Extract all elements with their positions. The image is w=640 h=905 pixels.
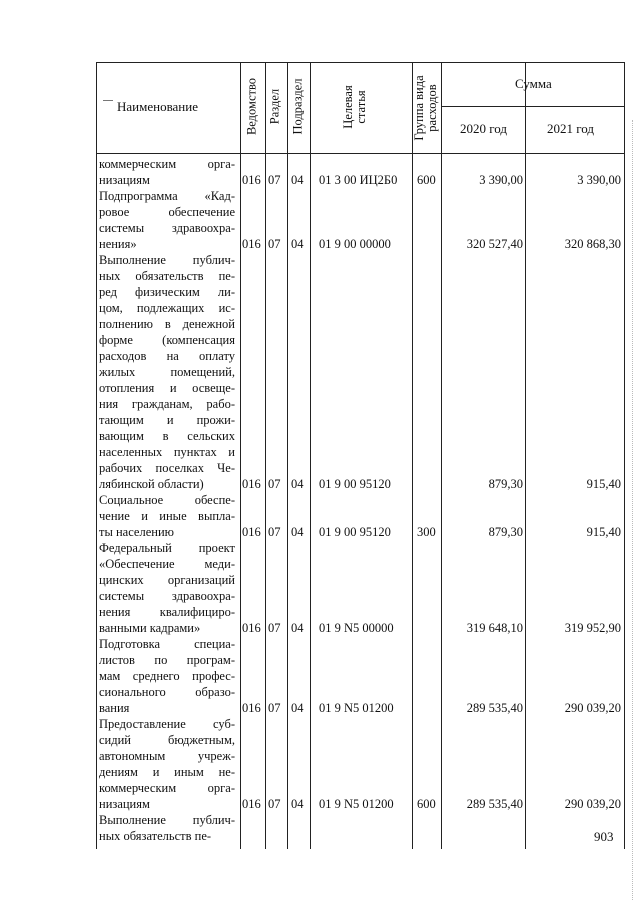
header-celevaya-line1: Целевая — [341, 85, 355, 129]
row-name-line: нения квалифициро- — [99, 605, 235, 619]
column-divider — [525, 63, 526, 849]
header-gruppa-line1: Группа вида — [412, 75, 426, 141]
column-divider — [240, 63, 241, 849]
row-name-line: населенных пунктах и — [99, 445, 235, 459]
sum-2021-cell: 290 039,20 — [564, 701, 621, 715]
header-gruppa-line2: расходов — [425, 84, 439, 132]
celevaya-statya-cell: 01 9 N5 00000 — [319, 621, 394, 635]
row-name-line: нения» — [99, 237, 137, 251]
column-divider — [310, 63, 311, 849]
row-name-line: ных обязательств пе- — [99, 829, 212, 843]
podrazdel-cell: 04 — [291, 477, 304, 491]
row-name-line: Социальное обеспе- — [99, 493, 235, 507]
row-name-line: отопления и освеще- — [99, 381, 235, 395]
row-name-line: ния гражданам, рабо- — [99, 397, 235, 411]
header-year-2021: 2021 год — [547, 121, 594, 136]
celevaya-statya-cell: 01 9 00 95120 — [319, 477, 391, 491]
row-name-line: сионального образо- — [99, 685, 235, 699]
row-name-line: рабочих поселках Че- — [99, 461, 235, 475]
row-name-line: цом, подлежащих ис- — [99, 301, 235, 315]
column-divider — [287, 63, 288, 849]
row-name-line: низациям — [99, 797, 150, 811]
celevaya-statya-cell: 01 3 00 ИЦ2Б0 — [319, 173, 398, 187]
row-name-line: Предоставление суб- — [99, 717, 235, 731]
sum-2020-cell: 320 527,40 — [466, 237, 523, 251]
row-name-line: чение и иные выпла- — [99, 509, 235, 523]
scan-edge — [632, 120, 636, 900]
celevaya-statya-cell: 01 9 N5 01200 — [319, 797, 394, 811]
row-name-line: листов по програм- — [99, 653, 235, 667]
row-name-line: Выполнение публич- — [99, 253, 235, 267]
page-number: 903 — [594, 829, 614, 844]
razdel-cell: 07 — [268, 525, 281, 539]
row-name-line: «Обеспечение меди- — [99, 557, 235, 571]
gruppa-vida-cell: 300 — [417, 525, 436, 539]
razdel-cell: 07 — [268, 477, 281, 491]
vedomstvo-cell: 016 — [242, 173, 261, 187]
sum-2021-cell: 290 039,20 — [564, 797, 621, 811]
row-name-line: вающим в сельских — [99, 429, 235, 443]
row-name-line: ред физическим ли- — [99, 285, 235, 299]
row-name-line: коммерческим орга- — [99, 157, 235, 171]
header-name: Наименование — [117, 99, 198, 114]
celevaya-statya-cell: 01 9 00 00000 — [319, 237, 391, 251]
sum-2020-cell: 879,30 — [488, 477, 523, 491]
row-name-line: ровое обеспечение — [99, 205, 235, 219]
celevaya-statya-cell: 01 9 N5 01200 — [319, 701, 394, 715]
row-name-line: системы здравоохра- — [99, 221, 235, 235]
sum-2021-cell: 320 868,30 — [564, 237, 621, 251]
row-name-line: цинских организаций — [99, 573, 235, 587]
row-name-line: лябинской области) — [99, 477, 204, 491]
header-razdel: Раздел — [267, 88, 282, 125]
header-celevaya-line2: статья — [354, 90, 368, 124]
vedomstvo-cell: 016 — [242, 701, 261, 715]
header-gruppa-vida-rashodov — [413, 68, 439, 148]
podrazdel-cell: 04 — [291, 621, 304, 635]
row-name-line: ных обязательств пе- — [99, 269, 235, 283]
razdel-cell: 07 — [268, 621, 281, 635]
row-name-line: расходов на оплату — [99, 349, 235, 363]
row-name-line: Подпрограмма «Кад- — [99, 189, 235, 203]
header-celevaya-statya — [342, 67, 368, 147]
sum-2021-cell: 3 390,00 — [577, 173, 621, 187]
header-podrazdel: Подраздел — [290, 78, 305, 135]
row-name-line: низациям — [99, 173, 150, 187]
row-name-line: жилых помещений, — [99, 365, 235, 379]
row-name-line: вания — [99, 701, 130, 715]
celevaya-statya-cell: 01 9 00 95120 — [319, 525, 391, 539]
sum-2020-cell: 879,30 — [488, 525, 523, 539]
row-name-line: Федеральный проект — [99, 541, 235, 555]
header-vedomstvo: Ведомство — [244, 77, 259, 136]
sum-2020-cell: 319 648,10 — [466, 621, 523, 635]
budget-table — [96, 62, 625, 849]
column-divider — [412, 63, 413, 849]
vedomstvo-cell: 016 — [242, 237, 261, 251]
row-name-line: ты населению — [99, 525, 174, 539]
column-divider — [265, 63, 266, 849]
column-divider — [441, 63, 442, 849]
row-name-line: форме (компенсация — [99, 333, 235, 347]
row-name-line: полнению в денежной — [99, 317, 235, 331]
sum-2021-cell: 319 952,90 — [564, 621, 621, 635]
row-name-line: мам среднего профес- — [99, 669, 235, 683]
header-bottom-line — [97, 153, 624, 154]
sum-2020-cell: 3 390,00 — [479, 173, 523, 187]
podrazdel-cell: 04 — [291, 525, 304, 539]
razdel-cell: 07 — [268, 701, 281, 715]
gruppa-vida-cell: 600 — [417, 173, 436, 187]
row-name-line: коммерческим орга- — [99, 781, 235, 795]
vedomstvo-cell: 016 — [242, 477, 261, 491]
header-year-2020: 2020 год — [460, 121, 507, 136]
vedomstvo-cell: 016 — [242, 621, 261, 635]
sum-2020-cell: 289 535,40 — [466, 797, 523, 811]
row-name-line: сидий бюджетным, — [99, 733, 235, 747]
vedomstvo-cell: 016 — [242, 525, 261, 539]
gruppa-vida-cell: 600 — [417, 797, 436, 811]
razdel-cell: 07 — [268, 237, 281, 251]
row-name-line: тающим и прожи- — [99, 413, 235, 427]
header-summa: Сумма — [515, 76, 552, 91]
podrazdel-cell: 04 — [291, 797, 304, 811]
row-name-line: Подготовка специа- — [99, 637, 235, 651]
podrazdel-cell: 04 — [291, 701, 304, 715]
podrazdel-cell: 04 — [291, 173, 304, 187]
sum-2021-cell: 915,40 — [586, 525, 621, 539]
row-name-line: дениям и иным не- — [99, 765, 235, 779]
razdel-cell: 07 — [268, 797, 281, 811]
razdel-cell: 07 — [268, 173, 281, 187]
sum-2020-cell: 289 535,40 — [466, 701, 523, 715]
podrazdel-cell: 04 — [291, 237, 304, 251]
row-name-line: автономным учреж- — [99, 749, 235, 763]
row-name-line: Выполнение публич- — [99, 813, 235, 827]
sum-2021-cell: 915,40 — [586, 477, 621, 491]
vedomstvo-cell: 016 — [242, 797, 261, 811]
row-name-line: системы здравоохра- — [99, 589, 235, 603]
summa-divider — [441, 106, 624, 107]
row-name-line: ванными кадрами» — [99, 621, 201, 635]
